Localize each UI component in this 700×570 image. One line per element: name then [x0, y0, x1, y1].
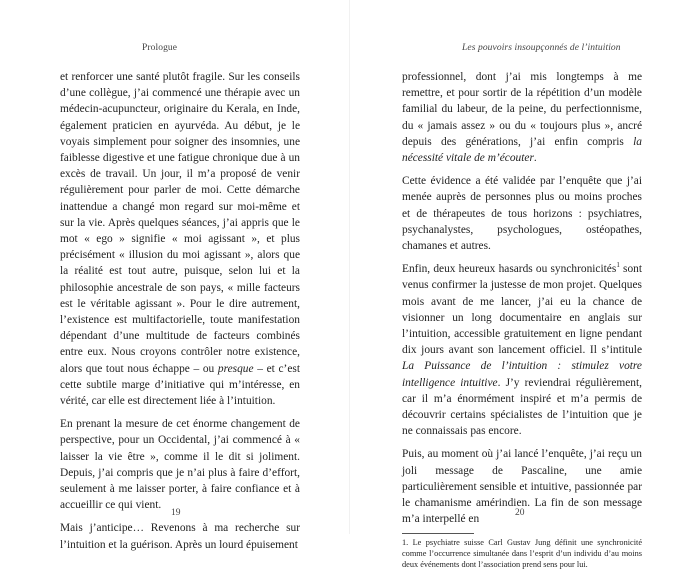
paragraph: En prenant la mesure de cet énorme changement de perspective, pour un Occidental, j’ai commencé à « laisser la vie être », comme il le dit si joliment. Depuis, j’ai compris que je n’ai plus à faire d’effort, seulement à me laisser porter, à faire confiance et à accueillir ce qui vient. [60, 418, 300, 512]
emphasis: La Puissance de l’intuition : stimulez votre intelligence intuitive [402, 360, 642, 389]
paragraph: Puis, au moment où j’ai lancé l’enquête, j’ai reçu un joli message de Pascaline, une amie particulièrement sensible et intuitive, passionnée par le chamanisme amérindien. La fin de son message m’a interpellé en [402, 448, 642, 526]
paragraph-text: et renforcer une santé plutôt fragile. Sur les conseils d’une collègue, j’ai commencé une thérapie avec un médecin-acupuncteur, originaire du Kerala, en Inde, également praticien en ayurvéda. Au début, je le voyais simplement pour soigner des insomnies, une faiblesse digestive et une fatigue chronique due à un excès de travail. Un jour, il m’a proposé de venir régulièrement pour parler de moi. Cette démarche inattendue a changé mon regard sur moi-même et sur la vie. Après quelques séances, j’ai appris que le mot « ego » signifie « moi agissant », et plus précisément « illusion du moi agissant », alors que la réalité est tout autre, puisque, selon lui et la philosophie ancestrale de son pays, « mille facteurs est le véritable agissant ». Pour le dire autrement, l’existence est multifactorielle, toute manifestation dépendant d’une multitude de facteurs combinés entre eux. Nous croyons contrôler notre existence, alors que tout nous échappe – ou [60, 71, 300, 375]
paragraph [402, 69, 642, 166]
emphasis: presque [217, 362, 254, 375]
emphasis: la nécessité vitale de m’écouter [402, 135, 642, 165]
paragraph-text: . [533, 152, 537, 165]
paragraph-text: professionnel, dont j’ai mis longtemps à me remettre, et pour sortir de la répétition d’un modèle familial du labeur, de la peine, du perfectionnisme, du « jamais assez » ou du « toujours plus », ancré depuis des générations, j’ai enfin compris [402, 71, 642, 148]
paragraph: Mais j’anticipe… Revenons à ma recherche sur l’intuition et la guérison. Après un lourd épuisement [60, 522, 300, 551]
footnote: 1. Le psychiatre suisse Carl Gustav Jung définit une synchronicité comme l’occurrence simultanée dans l’esprit d’un individu d’au moins deux événements dont l’association prend sens pour lui. [402, 538, 642, 569]
running-head-right: Les pouvoirs insoupçonnés de l’intuition [462, 43, 621, 53]
paragraph [60, 69, 300, 409]
paragraph: Cette évidence a été validée par l’enquête que j’ai menée auprès de personnes plus ou moins proches et de thérapeutes de tous horizons : psychiatres, psychanalystes, psychologues, ostéopathes, chamanes et autres. [402, 175, 642, 253]
paragraph-text: sont venus confirmer la justesse de mon projet. Quelques mois avant de me lancer, j’ai eu la chance de visionner un long documentaire en anglais sur l’intuition, accessible gratuitement en ligne pendant dix jours avant son lancement officiel. Il s’intitule [402, 263, 642, 357]
paragraph-text: Enfin, deux heureux hasards ou synchronicités [402, 263, 617, 276]
paragraph [402, 261, 642, 439]
left-page [0, 0, 350, 551]
right-text-block [402, 69, 642, 570]
right-page [350, 0, 700, 569]
paragraph-text: – et c’est cette subtile marge d’initiative qui m’intéresse, en vérité, car elle est directement liée à l’intuition. [60, 362, 300, 408]
running-head-left: Prologue [142, 43, 178, 53]
page-number-right: 20 [515, 508, 525, 518]
paragraph-text: . J’y reviendrai régulièrement, car il m’a énormément inspiré et m’a permis de découvrir certains spécialistes de l’intuition que je ne connaissais pas encore. [402, 376, 643, 438]
footnote-reference[interactable]: 1 [616, 261, 620, 270]
page-number-left: 19 [171, 508, 181, 518]
left-text-block [60, 69, 300, 560]
